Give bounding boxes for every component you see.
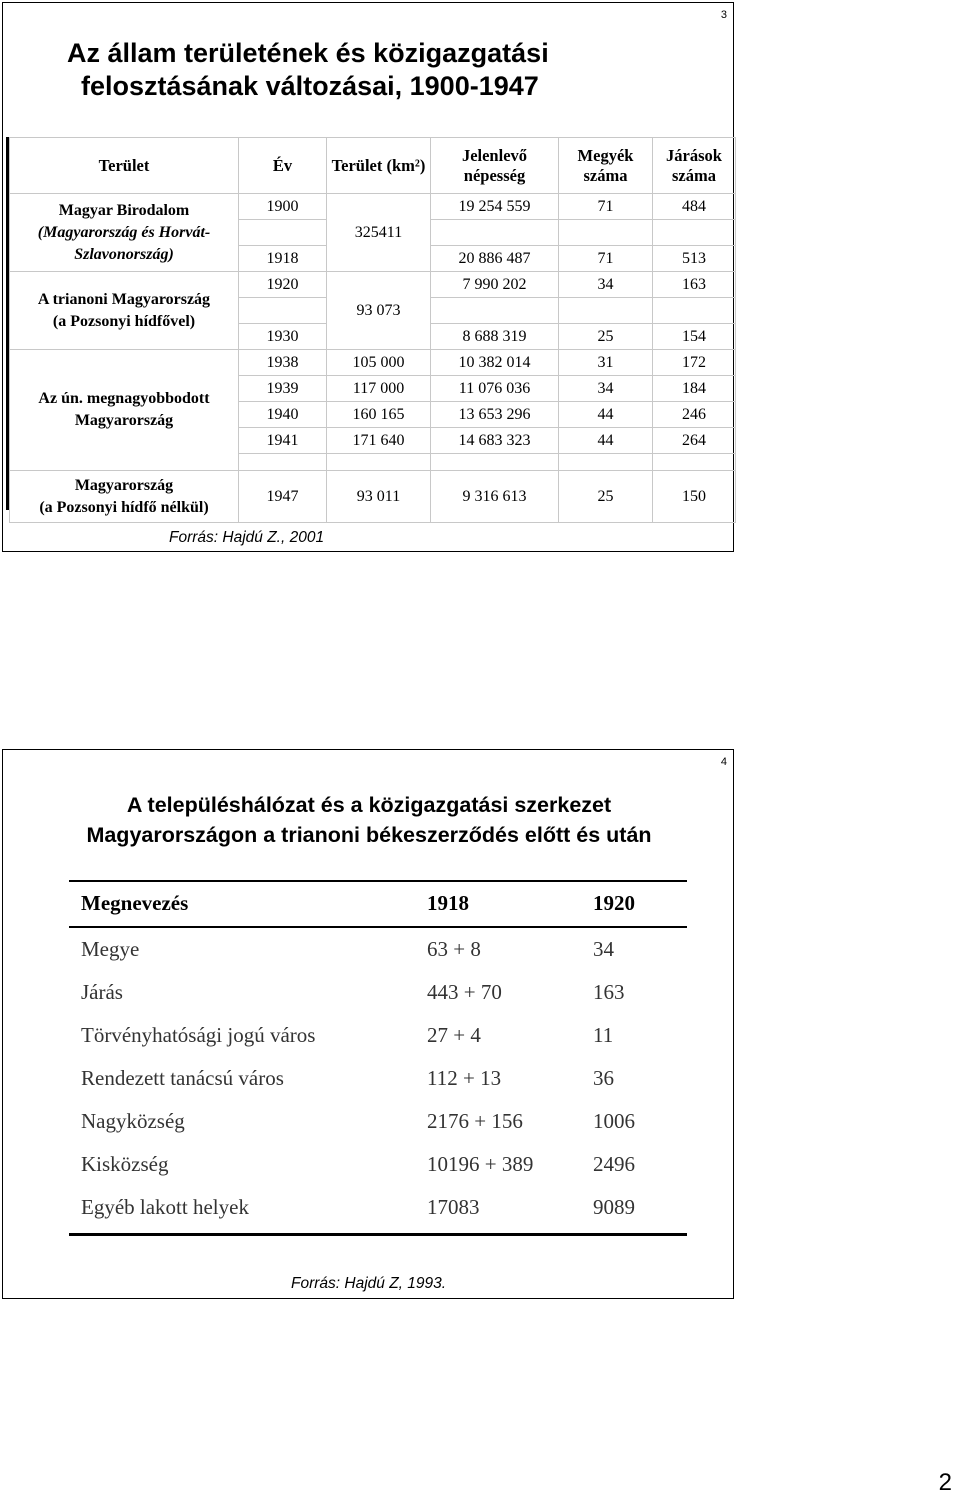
cell-v1918: 27 + 4 — [427, 1023, 481, 1047]
cell-v1920: 34 — [593, 937, 614, 961]
cell-v1918: 63 + 8 — [427, 937, 481, 961]
source-note: Forrás: Hajdú Z., 2001 — [169, 529, 325, 546]
table-row: Magyarország (a Pozsonyi hídfő nélkül) 1947 93 011 9 316 613 25 150 — [10, 471, 736, 523]
cell-name: Rendezett tanácsú város — [81, 1066, 284, 1090]
slide-number: 4 — [720, 756, 727, 768]
header-terulet: Terület — [10, 138, 239, 194]
slide-4 — [2, 749, 734, 1299]
header-1918: 1918 — [427, 891, 469, 915]
table-row: 1941 171 640 14 683 323 44 264 — [10, 428, 736, 454]
header-nepesseg: Jelenlevő népesség — [431, 138, 559, 194]
cell-name: Kisközség — [81, 1152, 169, 1176]
slide-3 — [2, 2, 734, 552]
table-row: Az ún. megnagyobbodott Magyarország 1938 105 000 10 382 014 31 172 — [10, 350, 736, 376]
cell-v1920: 9089 — [593, 1195, 635, 1219]
table-header-row — [10, 138, 736, 194]
slide-number: 3 — [720, 9, 727, 21]
cell-v1920: 2496 — [593, 1152, 635, 1176]
table-row — [69, 971, 687, 1014]
table-row — [69, 1186, 687, 1229]
cell-v1918: 443 + 70 — [427, 980, 502, 1004]
cell-name: Egyéb lakott helyek — [81, 1195, 249, 1219]
source-note: Forrás: Hajdú Z, 1993. — [291, 1275, 447, 1292]
header-ev: Év — [239, 138, 327, 194]
table-row — [69, 1100, 687, 1143]
slide-title: A településhálózat és a közigazgatási szerkezet Magyarországon a trianoni békeszerződés előtt és után — [86, 793, 652, 847]
group-label: Az ún. megnagyobbodott Magyarország — [10, 350, 239, 471]
table-bottom-rule — [69, 1233, 687, 1236]
header-megyek: Megyék száma — [559, 138, 653, 194]
cell-name: Törvényhatósági jogú város — [81, 1023, 316, 1047]
table-row: 1939 117 000 11 076 036 34 184 — [10, 376, 736, 402]
settlement-table — [69, 880, 687, 1236]
cell-v1918: 2176 + 156 — [427, 1109, 523, 1133]
cell-v1920: 36 — [593, 1066, 614, 1090]
cell-name: Járás — [81, 980, 123, 1004]
table-row — [69, 1057, 687, 1100]
cell-v1918: 112 + 13 — [427, 1066, 502, 1090]
group-label: Magyar Birodalom (Magyarország és Horvát-Szlavonország) — [10, 194, 239, 272]
group-label: Magyarország (a Pozsonyi hídfő nélkül) — [10, 471, 239, 523]
header-1920: 1920 — [593, 891, 635, 915]
cell-name: Nagyközség — [81, 1109, 185, 1133]
page-number: 2 — [938, 1469, 952, 1496]
cell-v1918: 17083 — [427, 1195, 480, 1219]
table-row: A trianoni Magyarország (a Pozsonyi hídfővel) 1920 93 073 7 990 202 34 163 — [10, 272, 736, 298]
table-row — [69, 928, 687, 971]
cell-v1920: 11 — [593, 1023, 614, 1047]
cell-name: Megye — [81, 937, 140, 961]
table-row — [69, 1014, 687, 1057]
cell-v1920: 163 — [593, 980, 625, 1004]
table-row — [69, 1143, 687, 1186]
territory-table — [6, 137, 735, 516]
group-label: A trianoni Magyarország (a Pozsonyi hídfővel) — [10, 272, 239, 350]
table-row: 1930 8 688 319 25 154 — [10, 324, 736, 350]
header-terulet-km2: Terület (km²) — [327, 138, 431, 194]
table-row: Magyar Birodalom (Magyarország és Horvát-Szlavonország) 1900 325411 19 254 559 71 484 — [10, 194, 736, 220]
header-jarasok: Járások száma — [653, 138, 736, 194]
table-row: 1918 20 886 487 71 513 — [10, 246, 736, 272]
table-row: 1940 160 165 13 653 296 44 246 — [10, 402, 736, 428]
cell-v1918: 10196 + 389 — [427, 1152, 534, 1176]
table-header-row — [69, 882, 687, 928]
slide-title: Az állam területének és közigazgatási felosztásának változásai, 1900-1947 — [67, 38, 549, 101]
header-megnevezes: Megnevezés — [81, 891, 189, 915]
cell-v1920: 1006 — [593, 1109, 635, 1133]
